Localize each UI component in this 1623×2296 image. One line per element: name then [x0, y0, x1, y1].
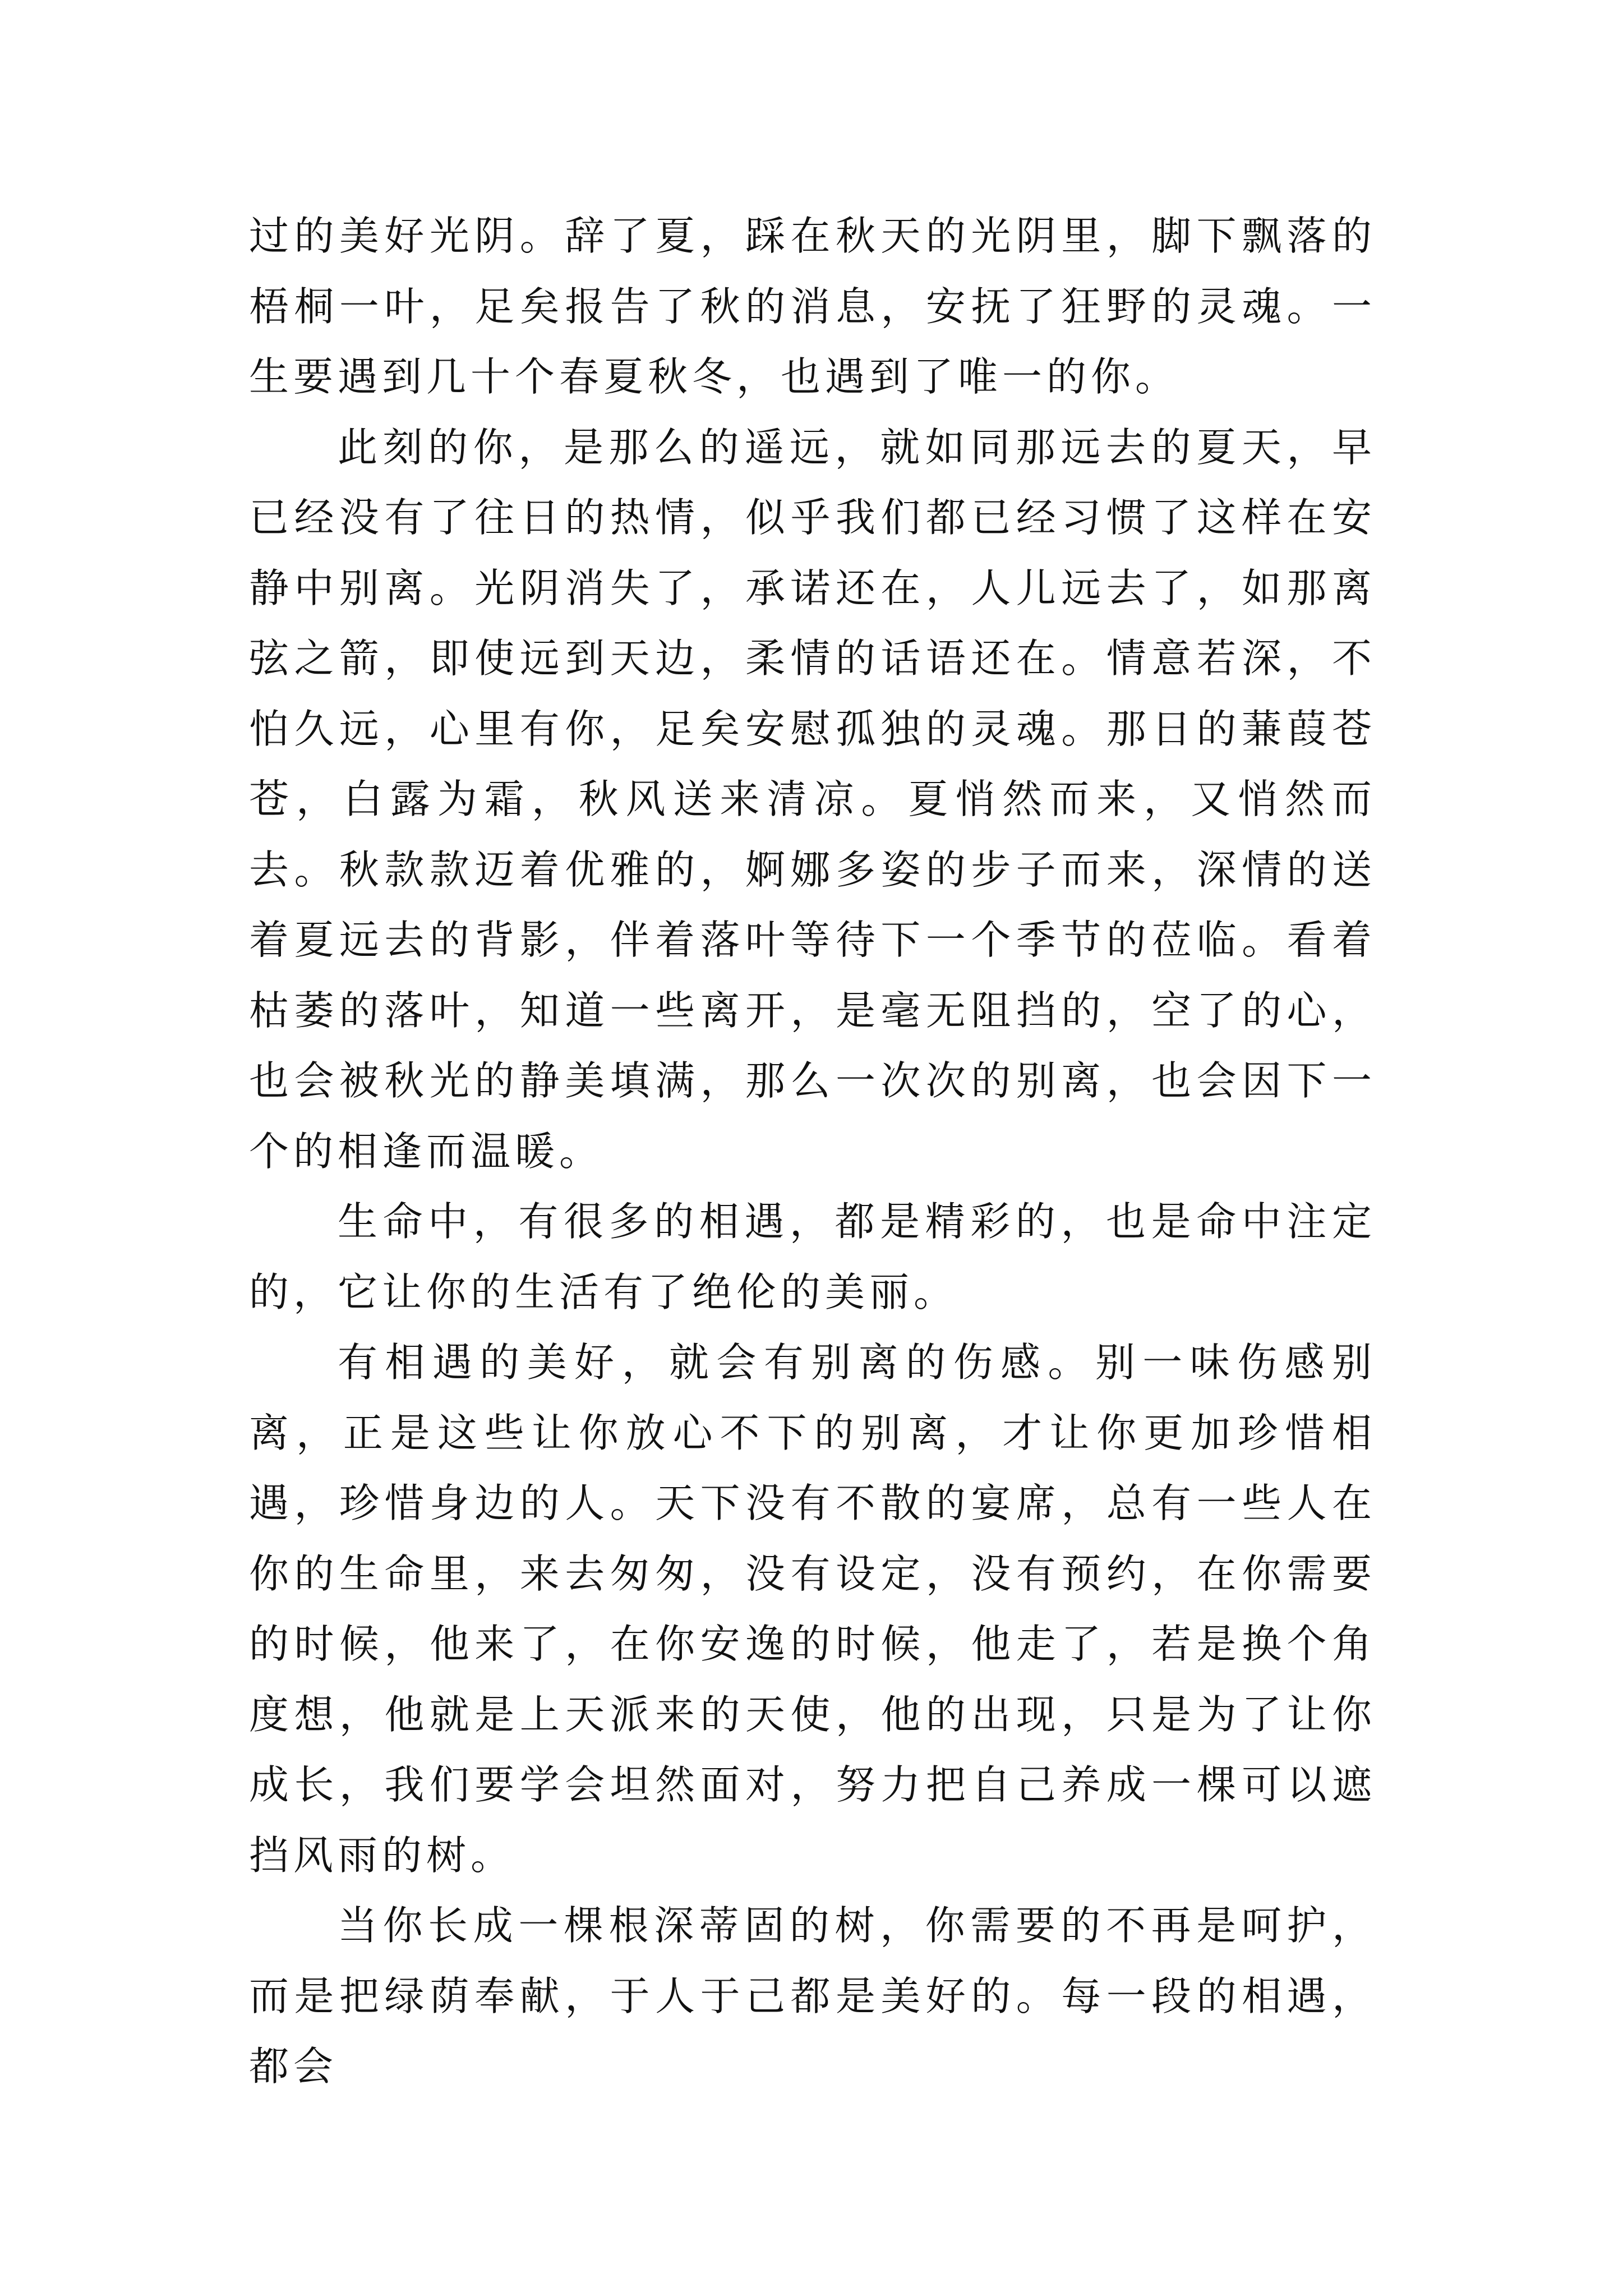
- paragraph: 有相遇的美好，就会有别离的伤感。别一味伤感别离，正是这些让你放心不下的别离，才让你更加珍惜相遇，珍惜身边的人。天下没有不散的宴席，总有一些人在你的生命里，来去匆匆，没有设定，没有预约，在你需要的时候，他来了，在你安逸的时候，他走了，若是换个角度想，他就是上天派来的天使，他的出现，只是为了让你成长，我们要学会坦然面对，努力把自己养成一棵可以遮挡风雨的树。: [249, 1339, 1376, 1879]
- paragraph: 当你长成一棵根深蒂固的树，你需要的不再是呵护，而是把绿荫奉献，于人于己都是美好的。每一段的相遇，都会: [249, 1902, 1376, 2090]
- paragraph-continuation: 过的美好光阴。辞了夏，踩在秋天的光阴里，脚下飘落的梧桐一叶，足矣报告了秋的消息，安抚了狂野的灵魂。一生要遇到几十个春夏秋冬，也遇到了唯一的你。: [249, 213, 1376, 400]
- paragraph: 此刻的你，是那么的遥远，就如同那远去的夏天，早已经没有了往日的热情，似乎我们都已经习惯了这样在安静中别离。光阴消失了，承诺还在，人儿远去了，如那离弦之箭，即使远到天边，柔情的话语还在。情意若深，不怕久远，心里有你，足矣安慰孤独的灵魂。那日的蒹葭苍苍，白露为霜，秋风送来清凉。夏悄然而来，又悄然而去。秋款款迈着优雅的，婀娜多姿的步子而来，深情的送着夏远去的背影，伴着落叶等待下一个季节的莅临。看着枯萎的落叶，知道一些离开，是毫无阻挡的，空了的心，也会被秋光的静美填满，那么一次次的别离，也会因下一个的相逢而温暖。: [249, 424, 1376, 1175]
- document-body: [249, 201, 1376, 2102]
- paragraph: 生命中，有很多的相遇，都是精彩的，也是命中注定的，它让你的生活有了绝伦的美丽。: [249, 1198, 1376, 1315]
